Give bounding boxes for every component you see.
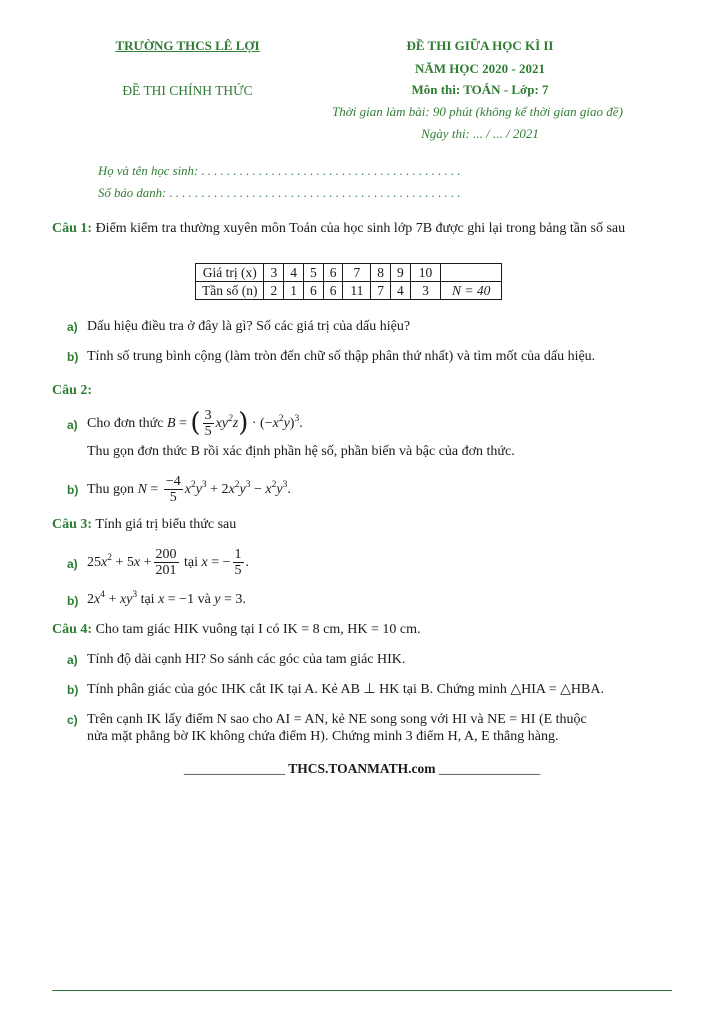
fraction-3-5: $\frac{3}{5}$: [204, 407, 212, 439]
q4-b-text: Tính phân giác của góc IHK cắt IK tại A. Kẻ AB ⊥ HK tại B. Chứng minh △HIA = △HBA.: [87, 682, 604, 697]
exam-duration: Thời gian làm bài: 90 phút (không kể thời gian giao đề): [332, 104, 623, 119]
value-cell: 3: [264, 264, 284, 282]
page-bottom-rule: [52, 990, 672, 991]
q1-b-text: Tính số trung bình cộng (làm tròn đến chữ số thập phân thứ nhất) và tìm mốt của dấu hiệu.: [87, 349, 596, 364]
school-year: NĂM HỌC 2020 - 2021: [415, 61, 545, 76]
math-n: N: [137, 481, 147, 497]
school-name: TRƯỜNG THCS LÊ LỢI: [115, 38, 260, 53]
value-cell: 10: [410, 264, 441, 282]
row-header-values: Giá trị (x): [196, 264, 264, 282]
frequency-cell: 2: [264, 282, 284, 300]
value-cell: 5: [303, 264, 323, 282]
question-1: [52, 219, 677, 238]
table-row: [196, 264, 502, 282]
student-id-dots: . . . . . . . . . . . . . . . . . . . . . . . . . . . . . . . . . . . . . . . . . . . . . .: [169, 186, 461, 200]
student-name-line: [98, 164, 461, 179]
q2-b-label: b): [67, 483, 79, 497]
q1-a-text: Dấu hiệu điều tra ở đây là gì? Số các giá trị của dấu hiệu?: [87, 319, 411, 334]
value-cell: 4: [284, 264, 304, 282]
q2-a-expression: Cho đơn thức B = ( $\frac{3}{5}$ $xy^2z$ ) · $(-x^2y)^3$.: [87, 407, 303, 439]
footer-rule-left: _______________: [183, 761, 286, 776]
q3-b-at: tại: [140, 592, 155, 607]
q2-a-text2: Thu gọn đơn thức B rồi xác định phần hệ số, phần biến và bậc của đơn thức.: [87, 444, 515, 459]
value-cell: 8: [371, 264, 391, 282]
value-cell: 9: [390, 264, 410, 282]
subject-grade: Môn thi: TOÁN - Lớp: 7: [411, 82, 549, 97]
frequency-cell: 3: [410, 282, 441, 300]
q4-c-text-line2: nửa mặt phẳng bờ IK không chứa điểm H). Chứng minh 3 điểm H, A, E thẳng hàng.: [87, 729, 559, 744]
footer-site: THCS.TOANMATH.com: [288, 761, 436, 776]
q4-c-text-line1: Trên cạnh IK lấy điểm N sao cho AI = AN, kẻ NE song song với HI và NE = HI (E thuộc: [87, 712, 587, 727]
q1-b-label: b): [67, 350, 79, 364]
q3-a-label: a): [67, 557, 78, 571]
q4-c-label: c): [67, 713, 78, 727]
fraction-minus4-5: $\frac{-4}{5}$: [165, 473, 181, 505]
math-poly: $x^2y^3 + 2x^2y^3 - x^2y^3$.: [184, 479, 291, 497]
frequency-cell: 1: [284, 282, 304, 300]
exam-title: ĐỀ THI GIỮA HỌC KÌ II: [406, 38, 554, 53]
q2-a-prefix: Cho đơn thức: [87, 415, 164, 431]
q2-b-expression: Thu gọn N = $\frac{-4}{5}$ $x^2y^3 + 2x^2y^3 - x^2y^3$.: [87, 473, 291, 505]
footer-line: [52, 761, 672, 777]
q3-a-at: tại: [184, 554, 198, 570]
math-poly-a: $25x^2 + 5x$ +: [87, 552, 152, 570]
row-header-frequency: Tần số (n): [196, 282, 264, 300]
question-2-label: Câu 2:: [52, 383, 93, 398]
student-name-dots: . . . . . . . . . . . . . . . . . . . . . . . . . . . . . . . . . . . . . . . . .: [201, 164, 461, 178]
q4-b-label: b): [67, 683, 79, 697]
question-4-text: Cho tam giác HIK vuông tại I có IK = 8 cm, HK = 10 cm.: [95, 622, 421, 637]
math-x: x: [201, 554, 208, 570]
empty-cell: [441, 264, 502, 282]
student-id-line: [98, 186, 461, 201]
question-1-label: Câu 1:: [52, 221, 93, 236]
fraction-200-201: $\frac{200}{201}$: [155, 546, 177, 578]
footer-rule-right: _______________: [438, 761, 541, 776]
q3-b-expression: $2x^4 + xy^3$ tại x = −1 và y = 3.: [87, 590, 246, 607]
total-cell: N = 40: [441, 282, 502, 300]
q4-a-text: Tính độ dài cạnh HI? So sánh các góc của tam giác HIK.: [87, 652, 406, 667]
q3-b-and: và: [197, 592, 211, 607]
frequency-cell: 7: [371, 282, 391, 300]
frequency-cell: 4: [390, 282, 410, 300]
q4-a-label: a): [67, 653, 78, 667]
q3-b-label: b): [67, 594, 79, 608]
question-3-label: Câu 3:: [52, 517, 93, 532]
exam-date: Ngày thi: ... / ... / 2021: [421, 126, 539, 141]
question-3: [52, 515, 236, 534]
value-cell: 7: [343, 264, 371, 282]
math-b: B: [166, 415, 176, 431]
question-4-label: Câu 4:: [52, 622, 93, 637]
official-exam-label: ĐỀ THI CHÍNH THỨC: [122, 83, 253, 98]
frequency-table: [195, 263, 502, 300]
fraction-1-5: $\frac{1}{5}$: [234, 546, 242, 578]
q2-b-prefix: Thu gọn: [87, 481, 135, 497]
question-3-text: Tính giá trị biểu thức sau: [95, 517, 237, 532]
frequency-cell: 6: [323, 282, 343, 300]
math-term: $xy^2z$: [215, 413, 239, 431]
math-term-2: $(-x^2y)^3$.: [260, 413, 303, 431]
value-cell: 6: [323, 264, 343, 282]
frequency-cell: 11: [343, 282, 371, 300]
q1-a-label: a): [67, 320, 78, 334]
question-1-text: Điểm kiểm tra thường xuyên môn Toán của học sinh lớp 7B được ghi lại trong bảng tần số sau: [95, 221, 626, 236]
question-2: [52, 381, 92, 400]
frequency-cell: 6: [303, 282, 323, 300]
question-4: [52, 620, 420, 639]
q2-a-label: a): [67, 418, 78, 432]
student-id-label: Số báo danh:: [98, 186, 167, 200]
q3-a-expression: $25x^2 + 5x$ + $\frac{200}{201}$ tại x = − $\frac{1}{5}$ .: [87, 546, 250, 578]
table-row: [196, 282, 502, 300]
student-name-label: Họ và tên học sinh:: [98, 164, 199, 178]
